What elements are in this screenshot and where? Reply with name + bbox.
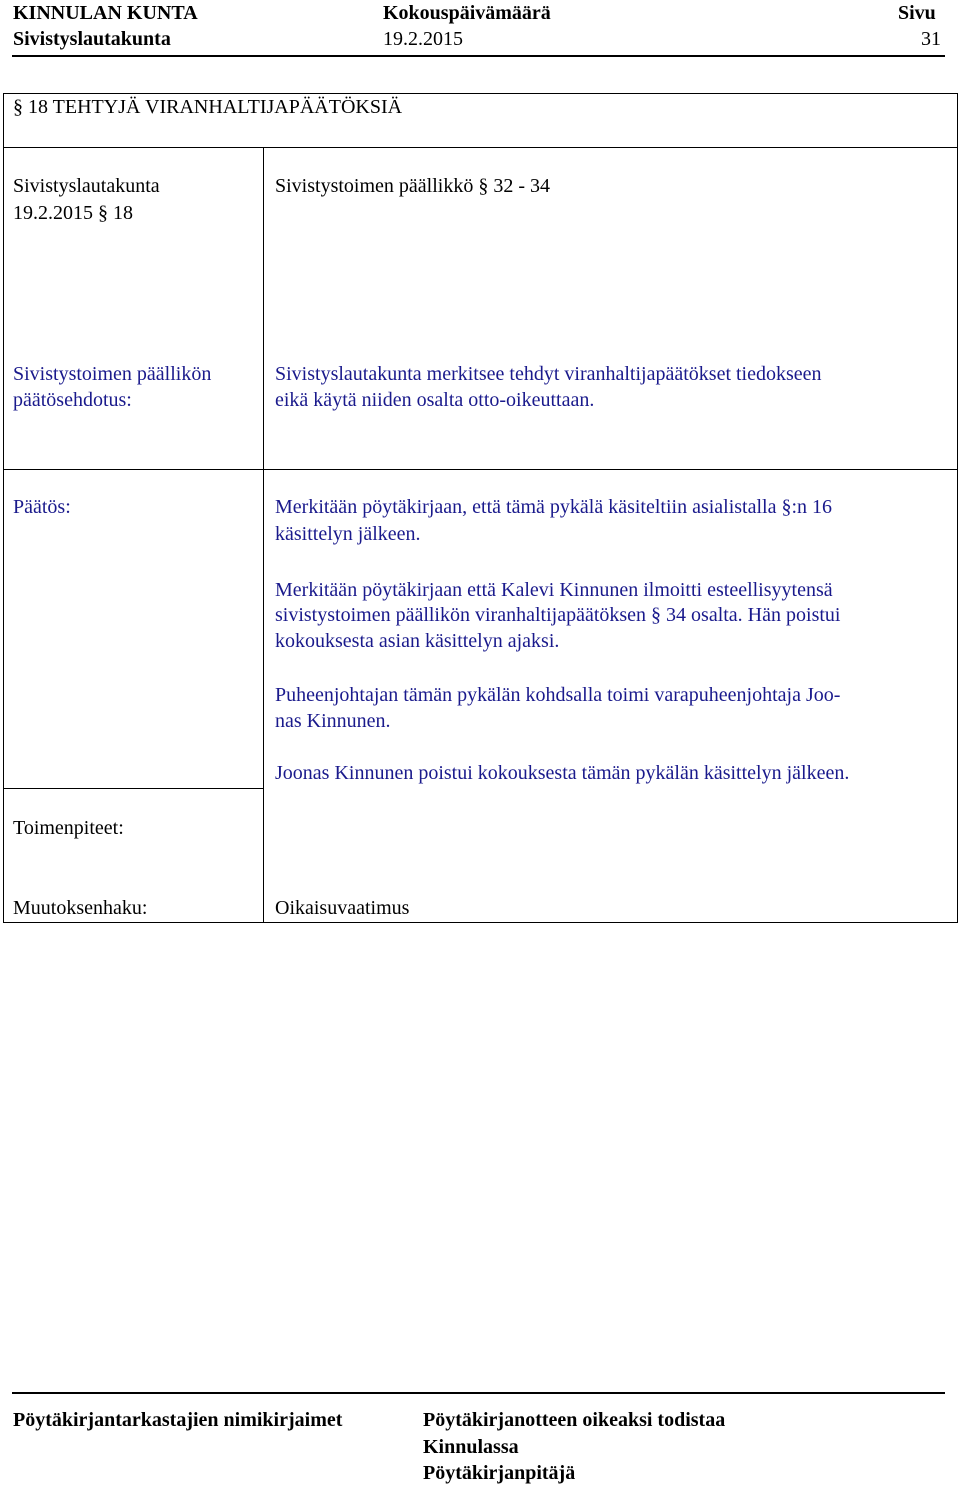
decision-p2-line1: Merkitään pöytäkirjaan että Kalevi Kinnunen ilmoitti esteellisyytensä [275, 579, 833, 601]
proposal-label-line1: Sivistystoimen päällikön [13, 363, 212, 385]
ref-detail: Sivistystoimen päällikkö § 32 - 34 [275, 175, 550, 197]
decision-label: Päätös: [13, 496, 71, 518]
footer-certify-line3: Pöytäkirjanpitäjä [423, 1462, 576, 1484]
row-divider-actions [4, 788, 263, 789]
decision-p2-line3: kokouksesta asian käsittelyn ajaksi. [275, 630, 560, 652]
proposal-label-line2: päätösehdotus: [13, 389, 132, 411]
section-title: § 18 TEHTYJÄ VIRANHALTIJAPÄÄTÖKSIÄ [13, 96, 403, 118]
title-row-divider [4, 147, 957, 148]
ref-date-para: 19.2.2015 § 18 [13, 202, 133, 224]
footer-certify-line2: Kinnulassa [423, 1436, 519, 1458]
ref-board: Sivistyslautakunta [13, 175, 160, 197]
decision-p4-line1: Joonas Kinnunen poistui kokouksesta tämän pykälän käsittelyn jälkeen. [275, 762, 850, 784]
decision-p2-line2: sivistystoimen päällikön viranhaltijapäätöksen § 34 osalta. Hän poistui [275, 604, 841, 626]
appeal-label: Muutoksenhaku: [13, 897, 148, 919]
decision-p3-line2: nas Kinnunen. [275, 710, 391, 732]
page-label: Sivu [898, 2, 936, 24]
proposal-text-line1: Sivistyslautakunta merkitsee tehdyt viranhaltijapäätökset tiedokseen [275, 363, 822, 385]
meeting-date: 19.2.2015 [383, 28, 463, 50]
footer-rule [12, 1392, 945, 1394]
municipality-name: KINNULAN KUNTA [13, 2, 198, 24]
footer-initials-label: Pöytäkirjantarkastajien nimikirjaimet [13, 1409, 343, 1431]
page-number: 31 [921, 28, 941, 50]
decision-p1-line2: käsittelyn jälkeen. [275, 523, 421, 545]
decision-p1-line1: Merkitään pöytäkirjaan, että tämä pykälä käsiteltiin asialistalla §:n 16 [275, 496, 833, 518]
column-divider [263, 147, 264, 922]
board-name: Sivistyslautakunta [13, 28, 171, 50]
meeting-date-label: Kokouspäivämäärä [383, 2, 551, 24]
header-rule [12, 55, 945, 57]
proposal-text-line2: eikä käytä niiden osalta otto-oikeuttaan. [275, 389, 595, 411]
row-divider-decision [4, 469, 957, 470]
decision-p3-line1: Puheenjohtajan tämän pykälän kohdsalla toimi varapuheenjohtaja Joo- [275, 684, 841, 706]
actions-label: Toimenpiteet: [13, 817, 124, 839]
footer-certify-line1: Pöytäkirjanotteen oikeaksi todistaa [423, 1409, 726, 1431]
appeal-value: Oikaisuvaatimus [275, 897, 410, 919]
